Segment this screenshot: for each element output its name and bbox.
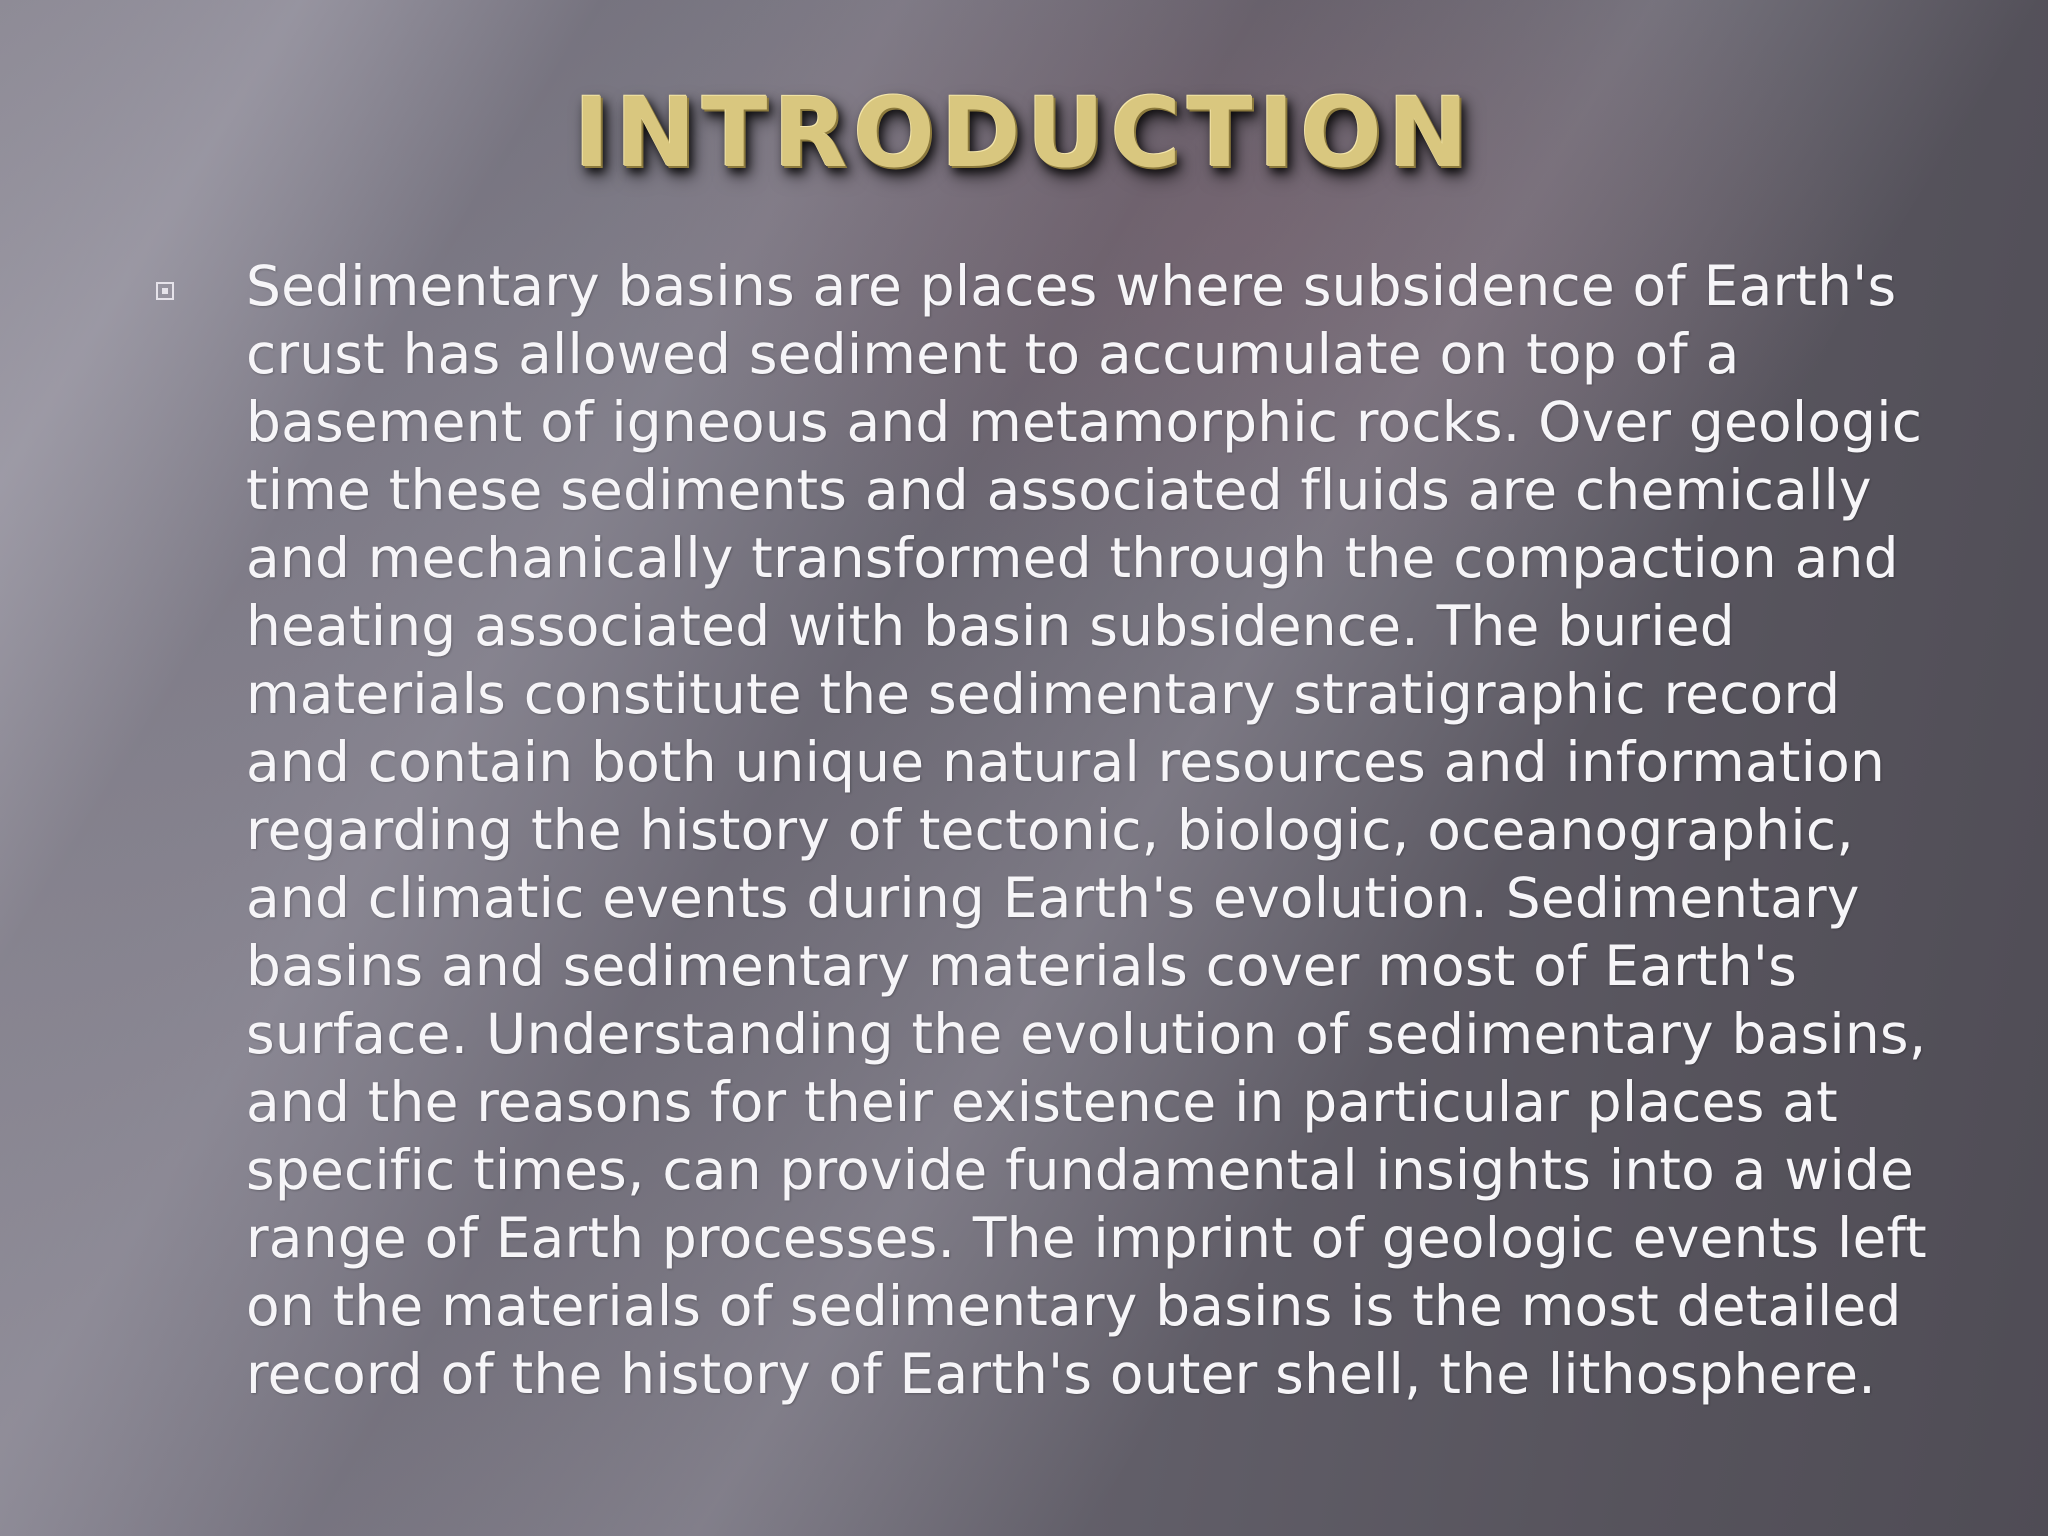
bullet-list [150,252,1940,1408]
bullet-item [150,252,1940,1408]
bullet-text: Sedimentary basins are places where subsidence of Earth's crust has allowed sediment to accumulate on top of a basement of igneous and metamorphic rocks. Over geologic time these sediments and associated fluids are chemically and mechanically transformed through the compaction and heating associated with basin subsidence. The buried materials constitute the sedimentary stratigraphic record and contain both unique natural resources and information regarding the history of tectonic, biologic, oceanographic, and climatic events during Earth's evolution. Sedimentary basins and sedimentary materials cover most of Earth's surface. Understanding the evolution of sedimentary basins, and the reasons for their existence in particular places at specific times, can provide fundamental insights into a wide range of Earth processes. The imprint of geologic events left on the materials of sedimentary basins is the most detailed record of the history of Earth's outer shell, the lithosphere. [246,254,1927,1406]
slide-title: INTRODUCTION [573,77,1475,189]
square-bullet-icon [156,282,174,300]
